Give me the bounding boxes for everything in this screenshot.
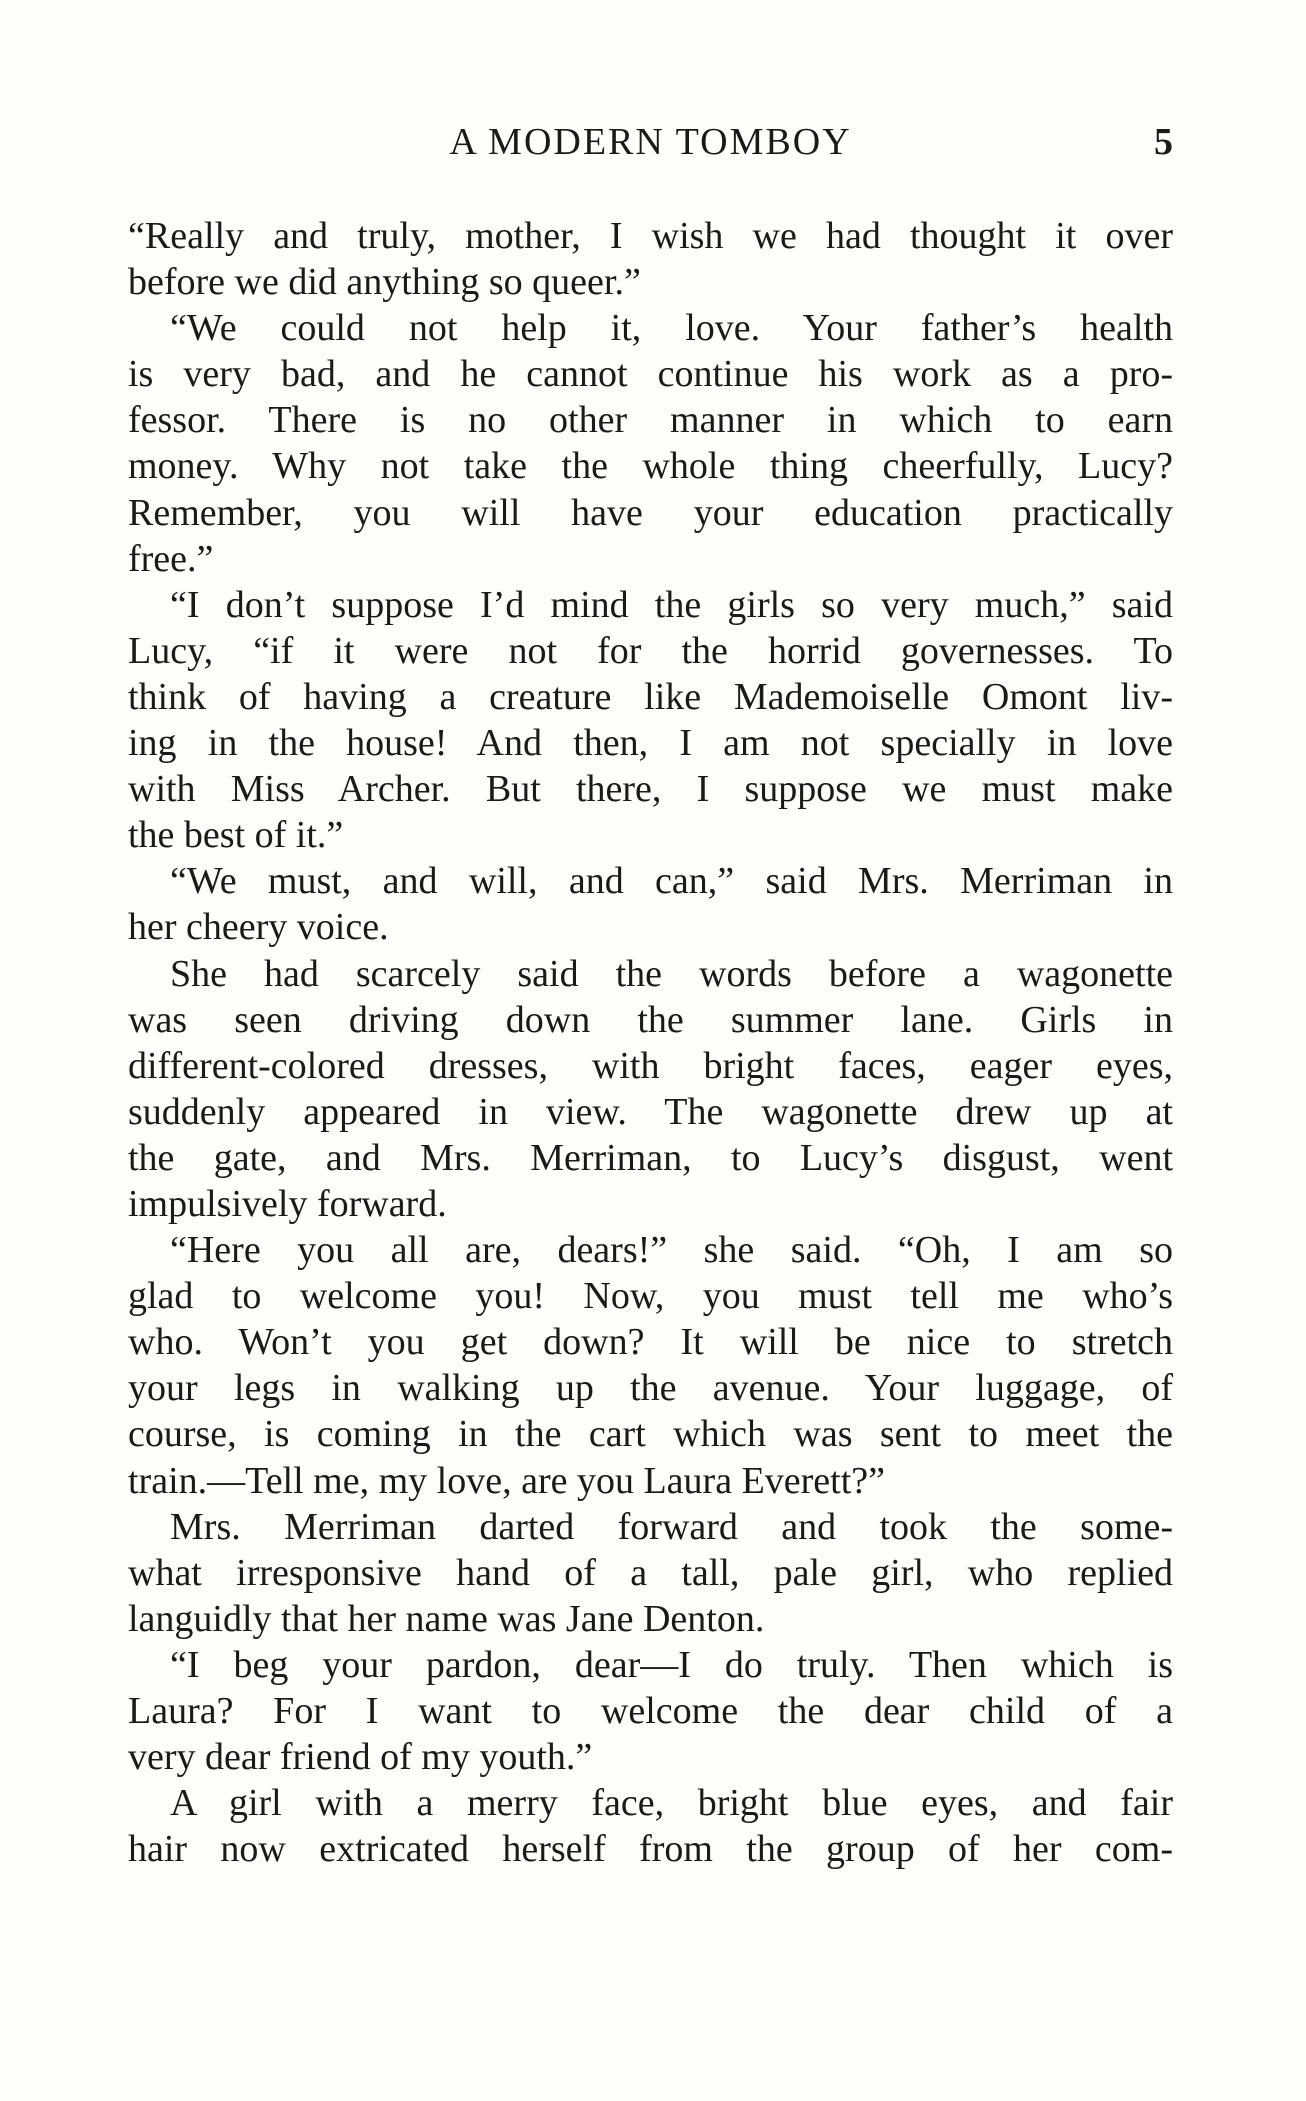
text-line: ing in the house! And then, I am not specially in love [128,722,1173,765]
text-line: “I beg your pardon, dear—I do truly. Then which is [170,1643,1173,1686]
text-line: free.” [128,537,214,580]
text-line: who. Won’t you get down? It will be nice to stretch [128,1321,1173,1364]
text-line: money. Why not take the whole thing cheerfully, Lucy? [128,445,1173,488]
text-line: her cheery voice. [128,906,389,949]
text-line: languidly that her name was Jane Denton. [128,1597,765,1640]
running-head [128,118,1173,166]
text-line: “We must, and will, and can,” said Mrs. Merriman in [170,860,1173,903]
text-line: train.—Tell me, my love, are you Laura Everett?” [128,1459,886,1502]
text-line: fessor. There is no other manner in which to earn [128,399,1173,442]
text-line: different-colored dresses, with bright faces, eager eyes, [128,1044,1173,1087]
text-line: “I don’t suppose I’d mind the girls so very much,” said [170,583,1173,626]
text-line: Remember, you will have your education practically [128,491,1173,534]
text-line: before we did anything so queer.” [128,261,641,304]
text-line: what irresponsive hand of a tall, pale girl, who replied [128,1551,1173,1594]
text-line: the gate, and Mrs. Merriman, to Lucy’s disgust, went [128,1136,1173,1179]
text-line: think of having a creature like Mademoiselle Omont liv- [128,675,1173,718]
text-line: “Really and truly, mother, I wish we had thought it over [128,215,1173,257]
text-line: hair now extricated herself from the group of her com- [128,1828,1173,1871]
text-line: suddenly appeared in view. The wagonette drew up at [128,1090,1173,1133]
text-line: was seen driving down the summer lane. Girls in [128,998,1173,1041]
text-line: your legs in walking up the avenue. Your luggage, of [128,1367,1173,1410]
text-line: Lucy, “if it were not for the horrid governesses. To [128,629,1173,672]
text-line: with Miss Archer. But there, I suppose we must make [128,768,1173,811]
text-line: impulsively forward. [128,1182,447,1225]
text-line: is very bad, and he cannot continue his work as a pro- [128,353,1173,396]
text-line: “Here you all are, dears!” she said. “Oh, I am so [170,1229,1173,1272]
page-number: 5 [1154,121,1173,163]
text-line: glad to welcome you! Now, you must tell me who’s [128,1275,1173,1318]
text-line: Mrs. Merriman darted forward and took the some- [170,1505,1173,1548]
text-line: course, is coming in the cart which was sent to meet the [128,1413,1173,1456]
text-line: A girl with a merry face, bright blue eyes, and fair [170,1782,1173,1825]
text-line: very dear friend of my youth.” [128,1736,593,1779]
text-line: “We could not help it, love. Your father’s health [170,307,1173,350]
text-line: the best of it.” [128,814,344,857]
body-text [128,213,1173,1872]
text-line: Laura? For I want to welcome the dear child of a [128,1690,1173,1732]
text-line: She had scarcely said the words before a wagonette [170,952,1173,995]
running-title: A MODERN TOMBOY [449,121,852,163]
